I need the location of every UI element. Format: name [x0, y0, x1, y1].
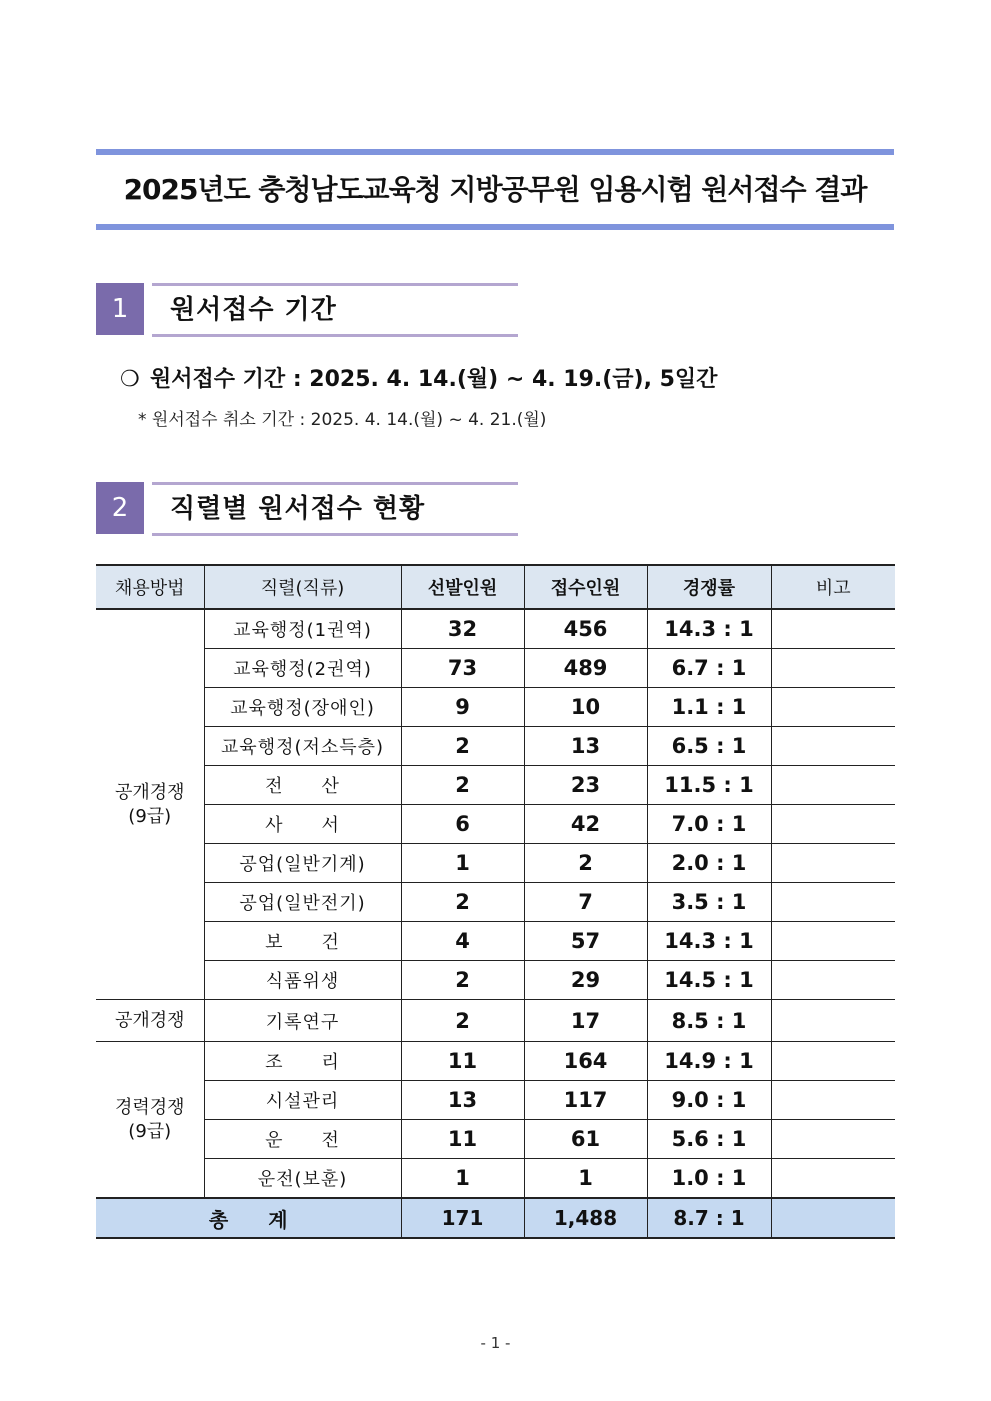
- position-name: 교육행정(2권역): [204, 649, 401, 688]
- header-selected: 선발인원: [401, 565, 524, 609]
- group-label-line1: 공개경쟁: [114, 781, 185, 803]
- position-name: 사 서: [204, 805, 401, 844]
- table-row: [96, 1000, 895, 1042]
- header-position: 직렬(직류): [204, 565, 401, 609]
- selected-count: 6: [401, 805, 524, 844]
- remark: [771, 649, 895, 688]
- table-row: [96, 1081, 895, 1120]
- selected-count: 9: [401, 688, 524, 727]
- header-note: 비고: [771, 565, 895, 609]
- competition-ratio: 14.3 : 1: [647, 922, 771, 961]
- position-name: 기록연구: [204, 1000, 401, 1042]
- applied-count: 7: [524, 883, 647, 922]
- group-career-competition-9: [96, 1042, 204, 1199]
- section-2-bottom-rule: [152, 533, 518, 536]
- selected-count: 2: [401, 883, 524, 922]
- applied-count: 117: [524, 1081, 647, 1120]
- table-row: [96, 688, 895, 727]
- position-name: 운전(보훈): [204, 1159, 401, 1199]
- competition-ratio: 1.1 : 1: [647, 688, 771, 727]
- position-name: 공업(일반기계): [204, 844, 401, 883]
- document-title-box: [96, 149, 894, 231]
- selected-count: 2: [401, 766, 524, 805]
- table-row: [96, 922, 895, 961]
- remark: [771, 688, 895, 727]
- selected-count: 32: [401, 609, 524, 649]
- remark: [771, 766, 895, 805]
- table-row: [96, 805, 895, 844]
- application-period-text: 원서접수 기간 : 2025. 4. 14.(월) ~ 4. 19.(금), 5일간: [150, 367, 718, 392]
- table-row: [96, 1120, 895, 1159]
- position-name: 교육행정(장애인): [204, 688, 401, 727]
- table-row: [96, 844, 895, 883]
- position-name: 시설관리: [204, 1081, 401, 1120]
- position-name: 조 리: [204, 1042, 401, 1081]
- section-1-title: 원서접수 기간: [170, 295, 337, 325]
- group-label-line2: (9급): [128, 1120, 172, 1142]
- position-name: 보 건: [204, 922, 401, 961]
- section-2-number: 2: [96, 482, 144, 534]
- selected-count: 11: [401, 1120, 524, 1159]
- remark: [771, 609, 895, 649]
- competition-ratio: 14.5 : 1: [647, 961, 771, 1000]
- section-1-header: [96, 283, 518, 339]
- remark: [771, 883, 895, 922]
- remark: [771, 1081, 895, 1120]
- header-ratio: 경쟁률: [647, 565, 771, 609]
- selected-count: 73: [401, 649, 524, 688]
- circle-bullet-icon: ❍: [120, 367, 140, 392]
- table-header-row: [96, 565, 895, 609]
- applied-count: 23: [524, 766, 647, 805]
- applied-count: 42: [524, 805, 647, 844]
- selected-count: 2: [401, 727, 524, 766]
- selected-count: 11: [401, 1042, 524, 1081]
- cancel-period-note: * 원서접수 취소 기간 : 2025. 4. 14.(월) ~ 4. 21.(월): [138, 410, 547, 430]
- remark: [771, 1042, 895, 1081]
- remark: [771, 1000, 895, 1042]
- competition-ratio: 14.3 : 1: [647, 609, 771, 649]
- position-name: 식품위생: [204, 961, 401, 1000]
- position-name: 교육행정(1권역): [204, 609, 401, 649]
- selected-count: 2: [401, 1000, 524, 1042]
- position-name: 운 전: [204, 1120, 401, 1159]
- total-row: [96, 1198, 895, 1238]
- competition-ratio: 2.0 : 1: [647, 844, 771, 883]
- position-name: 전 산: [204, 766, 401, 805]
- group-label-line1: 경력경쟁: [114, 1096, 185, 1118]
- table-row: [96, 609, 895, 649]
- application-period: [120, 362, 717, 393]
- selected-count: 1: [401, 844, 524, 883]
- table-row: [96, 883, 895, 922]
- applied-count: 164: [524, 1042, 647, 1081]
- selected-count: 4: [401, 922, 524, 961]
- competition-ratio: 3.5 : 1: [647, 883, 771, 922]
- position-name: 교육행정(저소득층): [204, 727, 401, 766]
- section-1-number: 1: [96, 283, 144, 335]
- selected-count: 2: [401, 961, 524, 1000]
- position-name: 공업(일반전기): [204, 883, 401, 922]
- applied-count: 2: [524, 844, 647, 883]
- selected-count: 1: [401, 1159, 524, 1199]
- total-applied: 1,488: [524, 1198, 647, 1238]
- table-row: [96, 727, 895, 766]
- remark: [771, 961, 895, 1000]
- page-number: - 1 -: [480, 1334, 511, 1352]
- table-row: [96, 1042, 895, 1081]
- table-row: [96, 766, 895, 805]
- total-selected: 171: [401, 1198, 524, 1238]
- applied-count: 29: [524, 961, 647, 1000]
- table-row: [96, 649, 895, 688]
- group-open-competition-9: [96, 609, 204, 1000]
- total-label: 총 계: [96, 1198, 401, 1238]
- table-row: [96, 1159, 895, 1199]
- competition-ratio: 5.6 : 1: [647, 1120, 771, 1159]
- competition-ratio: 11.5 : 1: [647, 766, 771, 805]
- competition-ratio: 6.5 : 1: [647, 727, 771, 766]
- remark: [771, 922, 895, 961]
- competition-ratio: 7.0 : 1: [647, 805, 771, 844]
- remark: [771, 727, 895, 766]
- title-bottom-rule: [96, 224, 894, 230]
- section-1-bottom-rule: [152, 334, 518, 337]
- applied-count: 10: [524, 688, 647, 727]
- applied-count: 1: [524, 1159, 647, 1199]
- competition-ratio: 8.5 : 1: [647, 1000, 771, 1042]
- table-row: [96, 961, 895, 1000]
- applied-count: 489: [524, 649, 647, 688]
- total-remark: [771, 1198, 895, 1238]
- competition-ratio: 6.7 : 1: [647, 649, 771, 688]
- total-ratio: 8.7 : 1: [647, 1198, 771, 1238]
- competition-ratio: 14.9 : 1: [647, 1042, 771, 1081]
- applied-count: 456: [524, 609, 647, 649]
- remark: [771, 805, 895, 844]
- remark: [771, 1159, 895, 1199]
- group-label-line1: 공개경쟁: [114, 1009, 185, 1031]
- group-label-line2: (9급): [128, 805, 172, 827]
- applications-table: [96, 564, 895, 1239]
- selected-count: 13: [401, 1081, 524, 1120]
- section-2-title: 직렬별 원서접수 현황: [170, 494, 426, 524]
- applied-count: 57: [524, 922, 647, 961]
- applied-count: 13: [524, 727, 647, 766]
- header-applied: 접수인원: [524, 565, 647, 609]
- remark: [771, 844, 895, 883]
- remark: [771, 1120, 895, 1159]
- header-method: 채용방법: [96, 565, 204, 609]
- page-title: 2025년도 충청남도교육청 지방공무원 임용시험 원서접수 결과: [123, 173, 867, 206]
- group-open-competition: [96, 1000, 204, 1042]
- competition-ratio: 1.0 : 1: [647, 1159, 771, 1199]
- section-2-header: [96, 482, 518, 538]
- competition-ratio: 9.0 : 1: [647, 1081, 771, 1120]
- applied-count: 61: [524, 1120, 647, 1159]
- applied-count: 17: [524, 1000, 647, 1042]
